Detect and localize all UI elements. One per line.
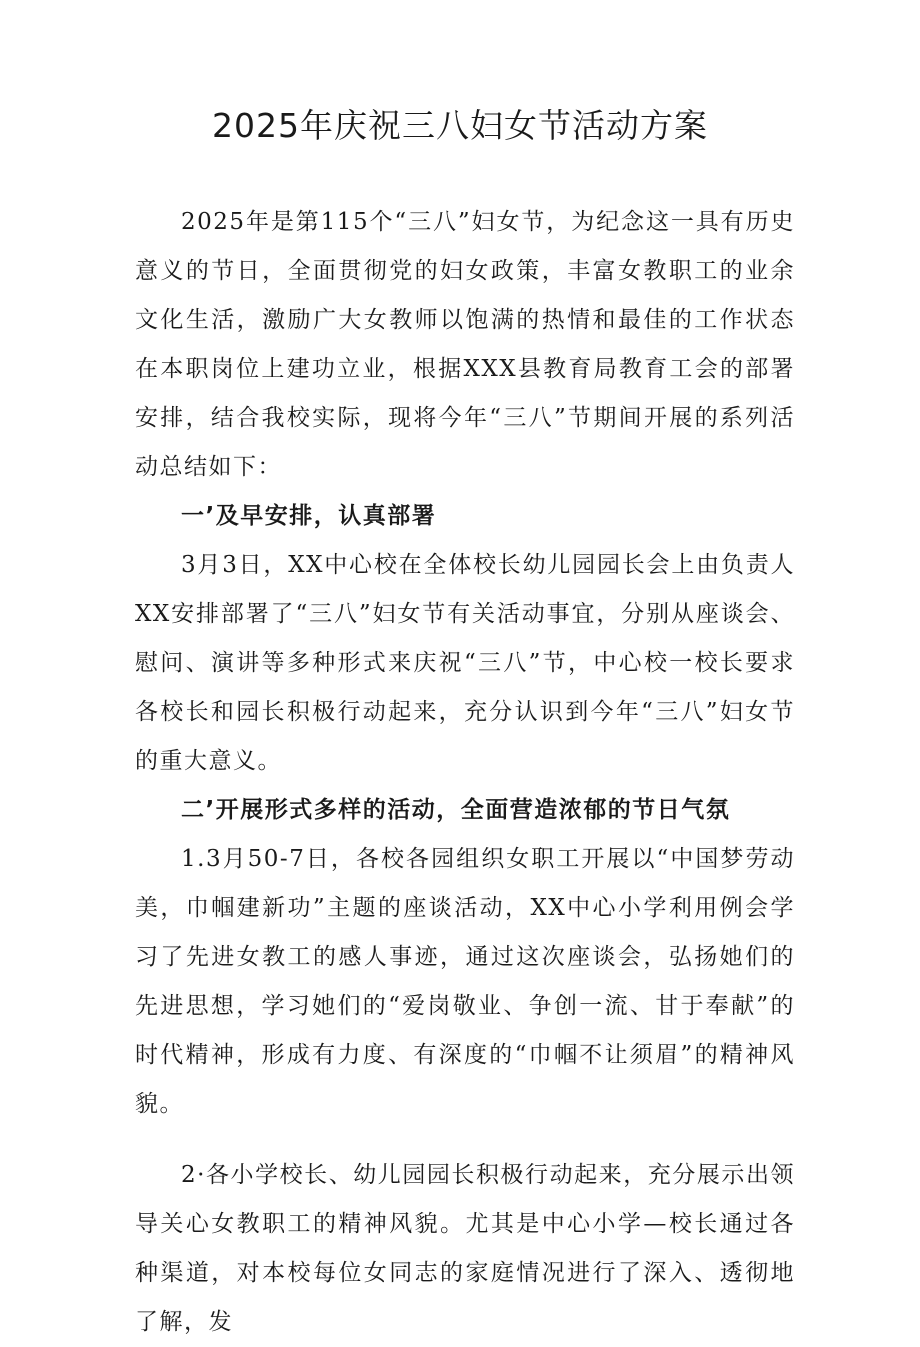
section-heading-2: 二’开展形式多样的活动，全面营造浓郁的节日气氛 (181, 797, 731, 823)
document-title: 2025年庆祝三八妇女节活动方案 (212, 106, 708, 145)
section-heading-1: 一’及早安排，认真部署 (181, 503, 437, 529)
document-body (135, 198, 795, 1347)
section-2-item-1: 1.3月50-7日，各校各园组织女职工开展以“中国梦劳动美，巾帼建新功”主题的座谈活动，XX中心小学利用例会学习了先进女教工的感人事迹，通过这次座谈会，弘扬她们的先进思想，学习她们的“爱岗敬业、争创一流、甘于奉献”的时代精神，形成有力度、有深度的“巾帼不让须眉”的精神风貌。 (135, 846, 795, 1117)
section-2-item-2: 2·各小学校长、幼儿园园长积极行动起来，充分展示出领导关心女教职工的精神风貌。尤其是中心小学—校长通过各种渠道，对本校每位女同志的家庭情况进行了深入、透彻地了解，发 (135, 1162, 795, 1335)
intro-paragraph: 2025年是第115个“三八”妇女节，为纪念这一具有历史意义的节日，全面贯彻党的妇女政策，丰富女教职工的业余文化生活，激励广大女教师以饱满的热情和最佳的工作状态在本职岗位上建功立业，根据XXX县教育局教育工会的部署安排，结合我校实际，现将今年“三八”节期间开展的系列活动总结如下： (135, 209, 795, 480)
section-1-paragraph: 3月3日，XX中心校在全体校长幼儿园园长会上由负责人XX安排部署了“三八”妇女节有关活动事宜，分别从座谈会、慰问、演讲等多种形式来庆祝“三八”节，中心校一校长要求各校长和园长积极行动起来，充分认识到今年“三八”妇女节的重大意义。 (135, 552, 795, 774)
